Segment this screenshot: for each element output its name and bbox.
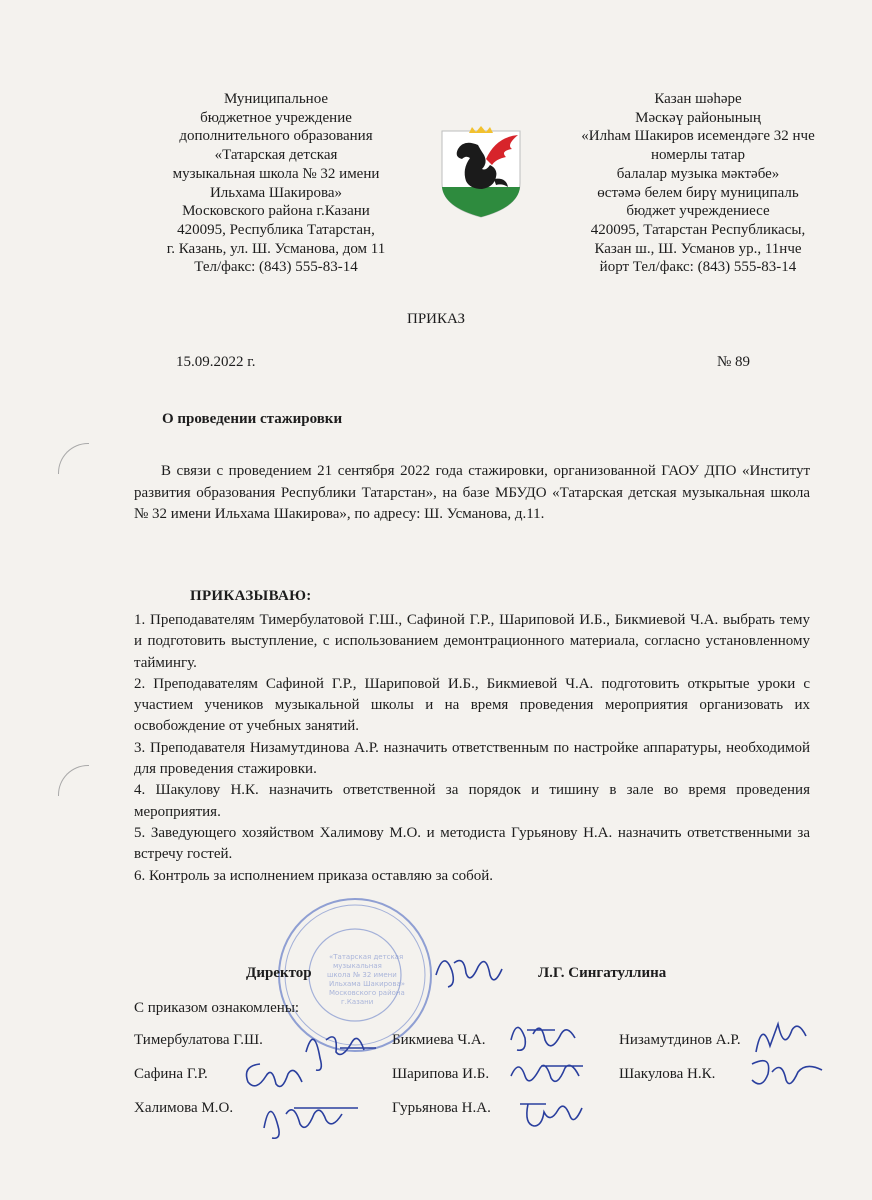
director-name: Л.Г. Сингатуллина [538, 965, 667, 981]
header-left-line: Московского района г.Казани [182, 203, 370, 220]
header-left-line: Муниципальное [223, 91, 329, 107]
header-left-line: г. Казань, ул. Ш. Усманова, дом 11 [166, 240, 386, 257]
order-item: 6. Контроль за исполнением приказа оставляю за собой. [134, 867, 494, 884]
signature-shakulova [742, 1050, 832, 1098]
director-signature [430, 945, 520, 995]
staff-name: Сафина Г.Р. [134, 1066, 208, 1082]
header-right-tatar [548, 90, 848, 277]
header-left-line: дополнительного образования [179, 128, 373, 145]
acknowledged-label: С приказом ознакомлены: [134, 1000, 300, 1016]
staff-name: Низамутдинов А.Р. [619, 1032, 741, 1048]
order-item: 3. Преподавателя Низамутдинова А.Р. назначить ответственным по настройке аппаратуры, необходимой для проведения стажировки. [134, 739, 810, 778]
staff-name: Гурьянова Н.А. [392, 1100, 491, 1116]
order-item: 1. Преподавателям Тимербулатовой Г.Ш., Сафиной Г.Р., Шариповой И.Б., Бикмиевой Ч.А. выбрать тему и подготовить выступление, с использованием демонтрационного материала, согласно установленному таймингу. [134, 612, 810, 671]
header-left-line: Тел/факс: (843) 555-83-14 [194, 259, 358, 276]
kazan-coat-of-arms-icon [436, 125, 526, 220]
header-right-line: бюджет учреждениесе [626, 203, 770, 220]
header-right-line: номерлы татар [651, 147, 745, 164]
signature-guryanova [512, 1090, 592, 1134]
svg-text:г.Казани: г.Казани [341, 998, 374, 1006]
header-right-line: 420095, Татарстан Республикасы, [590, 221, 806, 238]
document-title: ПРИКАЗ [407, 311, 465, 327]
header-right-line: Казан шәһәре [654, 91, 742, 107]
header-right-line: өстәмә белем бирү муниципаль [597, 184, 799, 201]
header-left-line: музыкальная школа № 32 имени [172, 165, 380, 182]
header-right-line: йорт Тел/факс: (843) 555-83-14 [599, 259, 797, 276]
header-right-line: балалар музыка мәктәбе» [616, 165, 780, 182]
svg-text:школа № 32 имени: школа № 32 имени [327, 971, 397, 979]
punch-hole-mark [58, 765, 89, 796]
header-right-line: Казан ш., Ш. Усманов ур., 11нче [594, 240, 802, 257]
header-left-line: «Татарская детская [214, 147, 338, 164]
staff-name: Тимербулатова Г.Ш. [134, 1032, 263, 1048]
signature-sharipova [505, 1048, 595, 1094]
svg-text:«Татарская детская: «Татарская детская [329, 953, 404, 961]
header-left-line: 420095, Республика Татарстан, [177, 221, 375, 238]
header-right-line: Мәскәү районының [635, 109, 761, 126]
order-items [134, 610, 810, 887]
document-number: № 89 [717, 354, 751, 370]
order-item: 5. Заведующего хозяйством Халимову М.О. и методиста Гурьянову Н.А. назначить ответственными за встречу гостей. [134, 824, 810, 863]
order-heading: ПРИКАЗЫВАЮ: [190, 588, 312, 604]
staff-name: Шакулова Н.К. [619, 1066, 716, 1082]
header-left-line: Ильхама Шакирова» [209, 184, 343, 201]
intro-paragraph: В связи с проведением 21 сентября 2022 года стажировки, организованной ГАОУ ДПО «Институт развития образования Республики Татарстан», на базе МБУДО «Татарская детская музыкальная школа № 32 имени Ильхама Шакирова», по адресу: Ш. Усманова, д.11. [134, 463, 810, 522]
document-subject: О проведении стажировки [162, 411, 343, 427]
svg-text:Московского района: Московского района [329, 989, 405, 997]
svg-text:Ильхама Шакирова»: Ильхама Шакирова» [329, 980, 406, 988]
punch-hole-mark [58, 443, 89, 474]
order-item: 4. Шакулову Н.К. назначить ответственной за порядок и тишину в зале во время проведения мероприятия. [134, 782, 810, 820]
order-item: 2. Преподавателям Сафиной Г.Р., Шариповой И.Б., Бикмиевой Ч.А. подготовить открытые уроки с участием учеников музыкальной школы и на время проведения мероприятия организовать их освобождение от учебных занятий. [134, 675, 810, 735]
staff-name: Шарипова И.Б. [392, 1066, 490, 1082]
header-left-line: бюджетное учреждение [200, 109, 352, 126]
svg-text:музыкальная: музыкальная [333, 962, 382, 970]
signature-khalimova [254, 1086, 364, 1144]
header-right-line: «Илһам Шакиров исемендәге 32 нче [581, 128, 815, 145]
director-label: Директор [246, 965, 312, 981]
header-left-russian [126, 90, 426, 277]
staff-name: Бикмиева Ч.А. [392, 1032, 486, 1048]
document-date: 15.09.2022 г. [176, 354, 256, 370]
staff-name: Халимова М.О. [134, 1100, 234, 1116]
